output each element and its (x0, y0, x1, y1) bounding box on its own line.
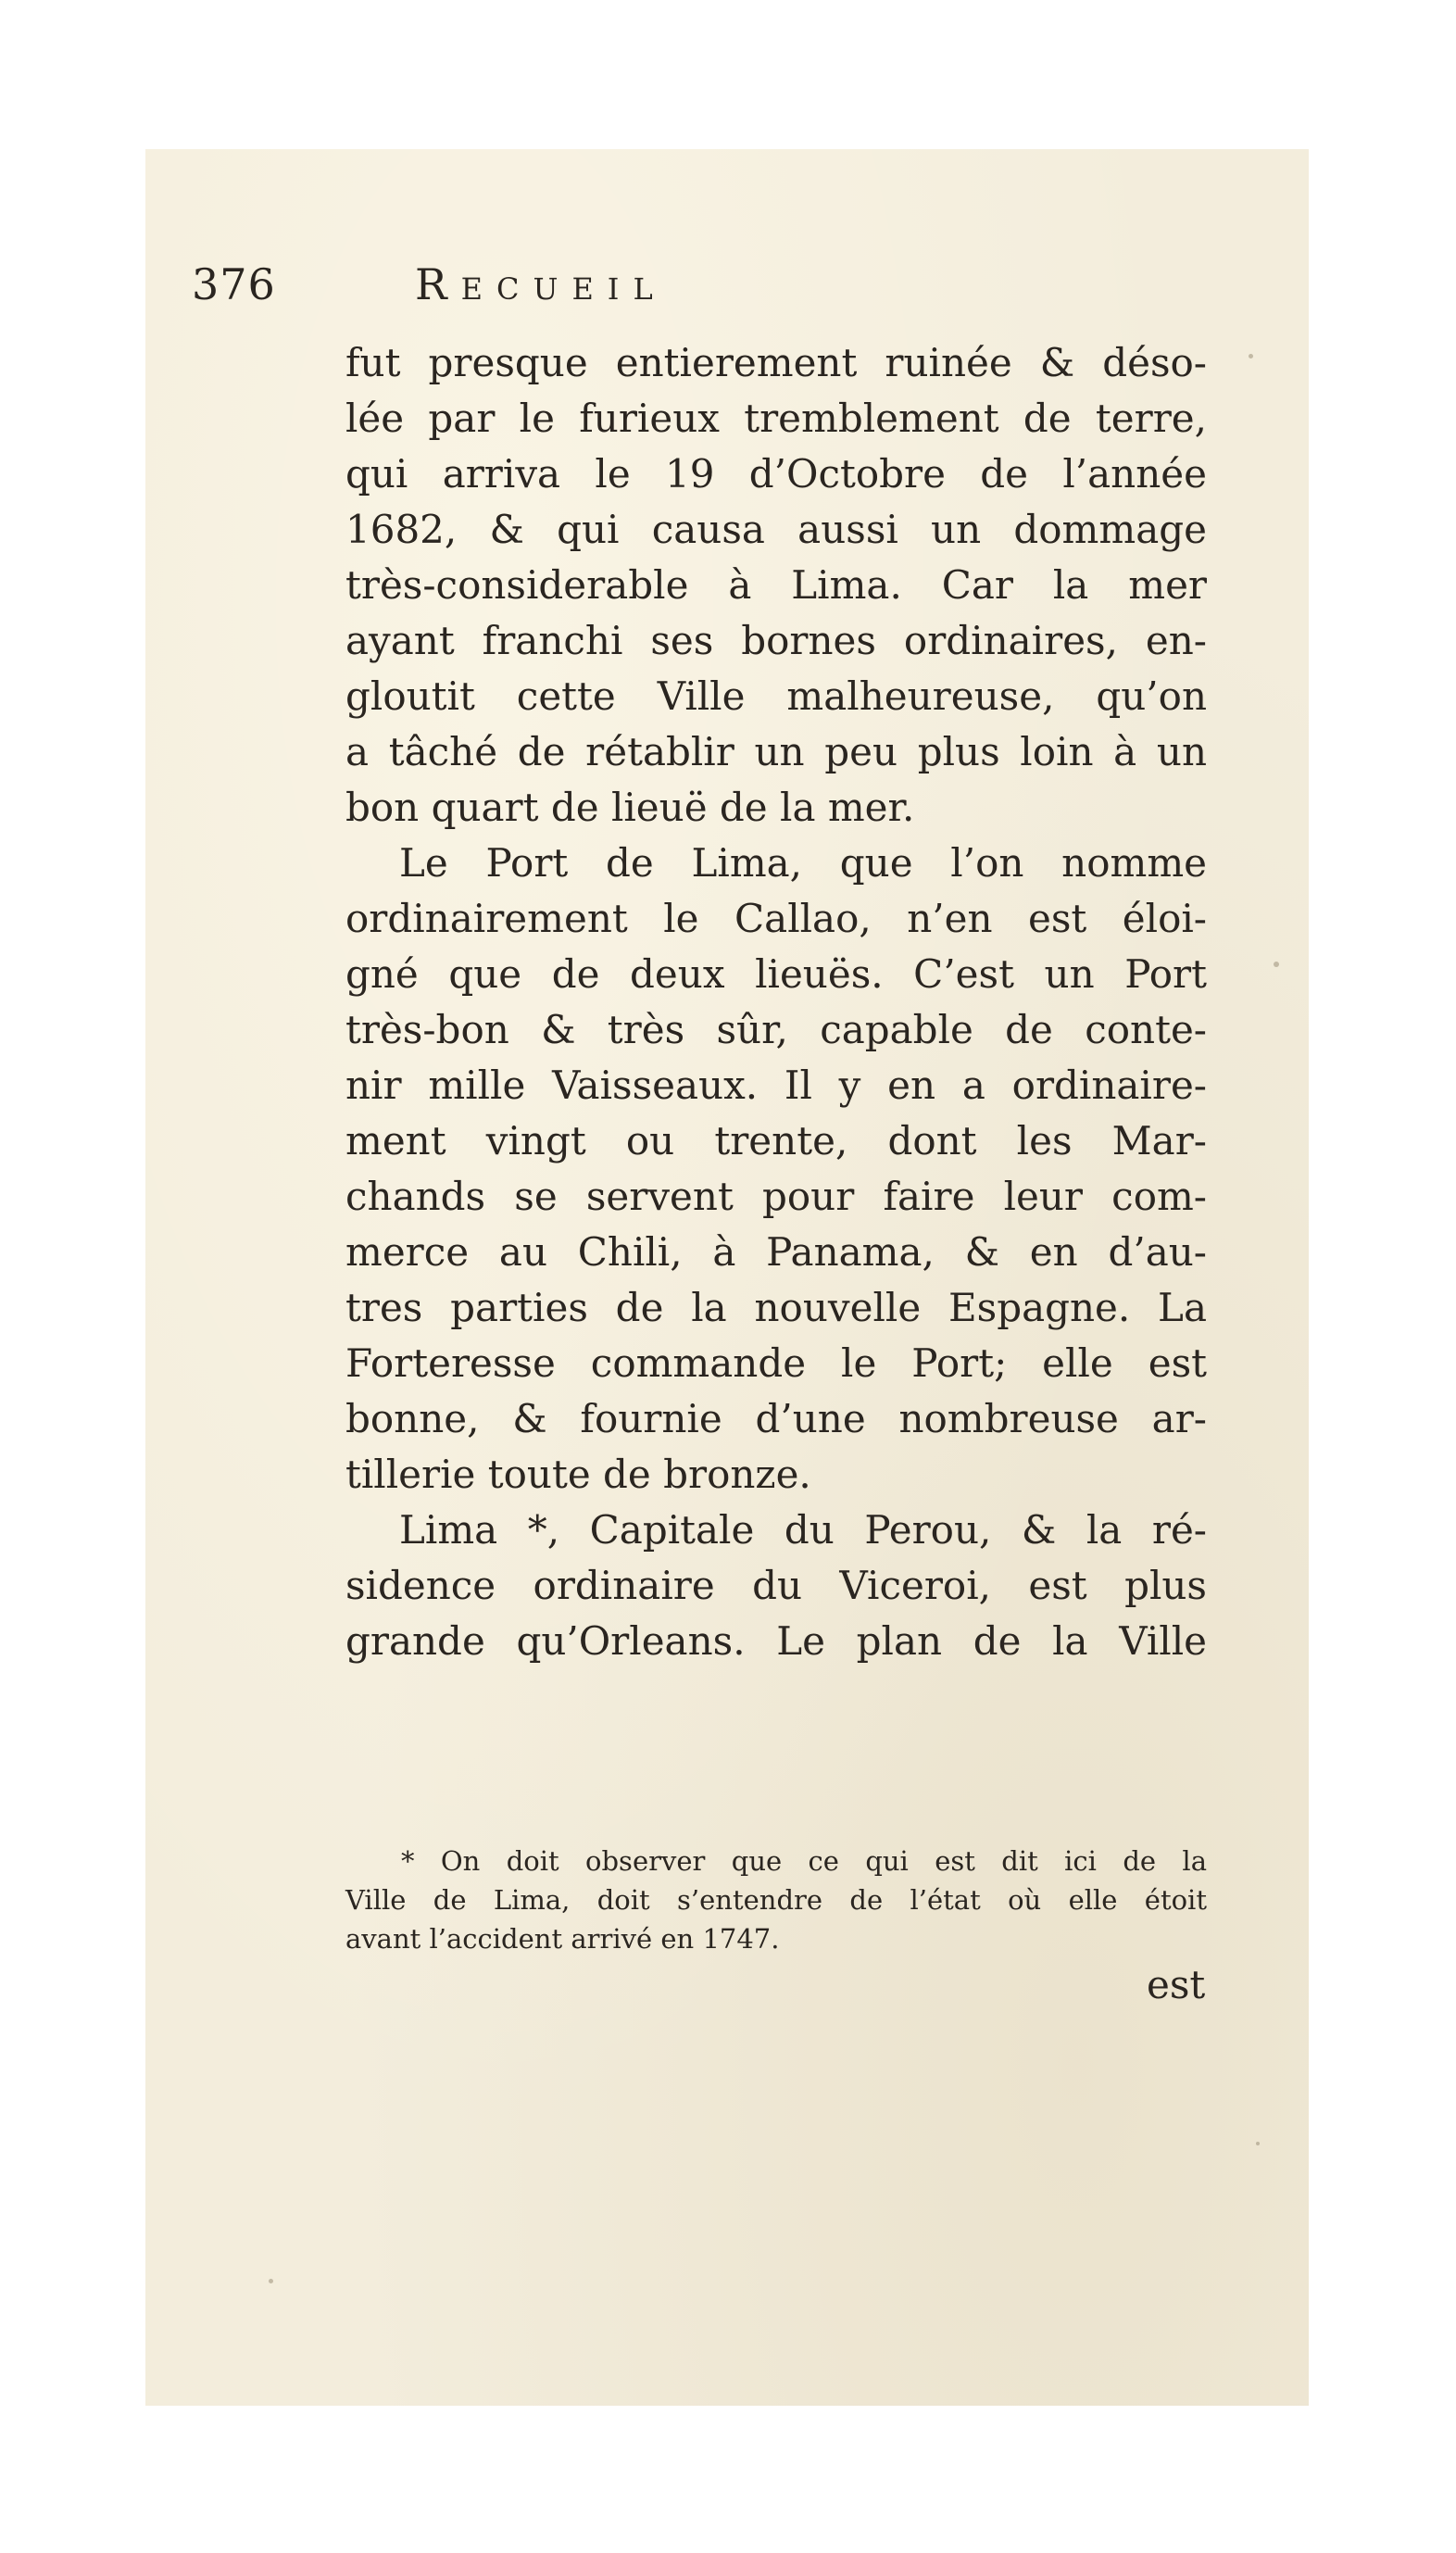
catchword: est (1147, 1962, 1206, 2007)
text-line: lée par le furieux tremblement de terre, (345, 396, 1207, 441)
text-line: tillerie toute de bronze. (345, 1452, 811, 1497)
paper-speck (1249, 354, 1253, 358)
text-line: Forteresse commande le Port; elle est (345, 1340, 1207, 1386)
text-line: Lima *, Capitale du Perou, & la ré- (399, 1507, 1207, 1553)
running-title: Recueil (415, 259, 667, 309)
text-line: ayant franchi ses bornes ordinaires, en- (345, 618, 1207, 663)
text-line: chands se servent pour faire leur com- (345, 1174, 1207, 1219)
footnote-line: avant l’accident arrivé en 1747. (345, 1923, 780, 1955)
text-line: gloutit cette Ville malheureuse, qu’on (345, 673, 1207, 719)
text-line: fut presque entierement ruinée & déso- (345, 340, 1207, 385)
text-line: Le Port de Lima, que l’on nomme (399, 840, 1207, 886)
text-line: grande qu’Orleans. Le plan de la Ville (345, 1618, 1207, 1664)
text-line: qui arriva le 19 d’Octobre de l’année (345, 451, 1207, 497)
text-line: gné que de deux lieuës. C’est un Port (345, 951, 1207, 997)
text-line: ment vingt ou trente, dont les Mar- (345, 1118, 1207, 1163)
text-line: a tâché de rétablir un peu plus loin à un (345, 729, 1207, 774)
text-line: sidence ordinaire du Viceroi, est plus (345, 1563, 1207, 1608)
text-line: bonne, & fournie d’une nombreuse ar- (345, 1396, 1207, 1441)
text-line: très-bon & très sûr, capable de conte- (345, 1007, 1207, 1052)
footnote-line: Ville de Lima, doit s’entendre de l’état où elle étoit (345, 1884, 1207, 1916)
text-line: très-considerable à Lima. Car la mer (345, 562, 1207, 608)
body-text (345, 335, 1207, 1669)
text-line: 1682, & qui causa aussi un dommage (345, 507, 1207, 552)
text-line: ordinairement le Callao, n’en est éloi- (345, 896, 1207, 941)
footnote (345, 1842, 1207, 1958)
paper-speck (269, 2279, 273, 2283)
footnote-line: * On doit observer que ce qui est dit ici de la (401, 1845, 1207, 1877)
paper-speck (1256, 2142, 1260, 2145)
text-line: bon quart de lieuë de la mer. (345, 785, 915, 830)
page-header (192, 259, 784, 324)
page-number: 376 (192, 259, 276, 309)
paper-speck (1274, 962, 1279, 967)
text-line: nir mille Vaisseaux. Il y en a ordinaire- (345, 1063, 1207, 1108)
text-line: merce au Chili, à Panama, & en d’au- (345, 1229, 1207, 1275)
text-line: tres parties de la nouvelle Espagne. La (345, 1285, 1207, 1330)
